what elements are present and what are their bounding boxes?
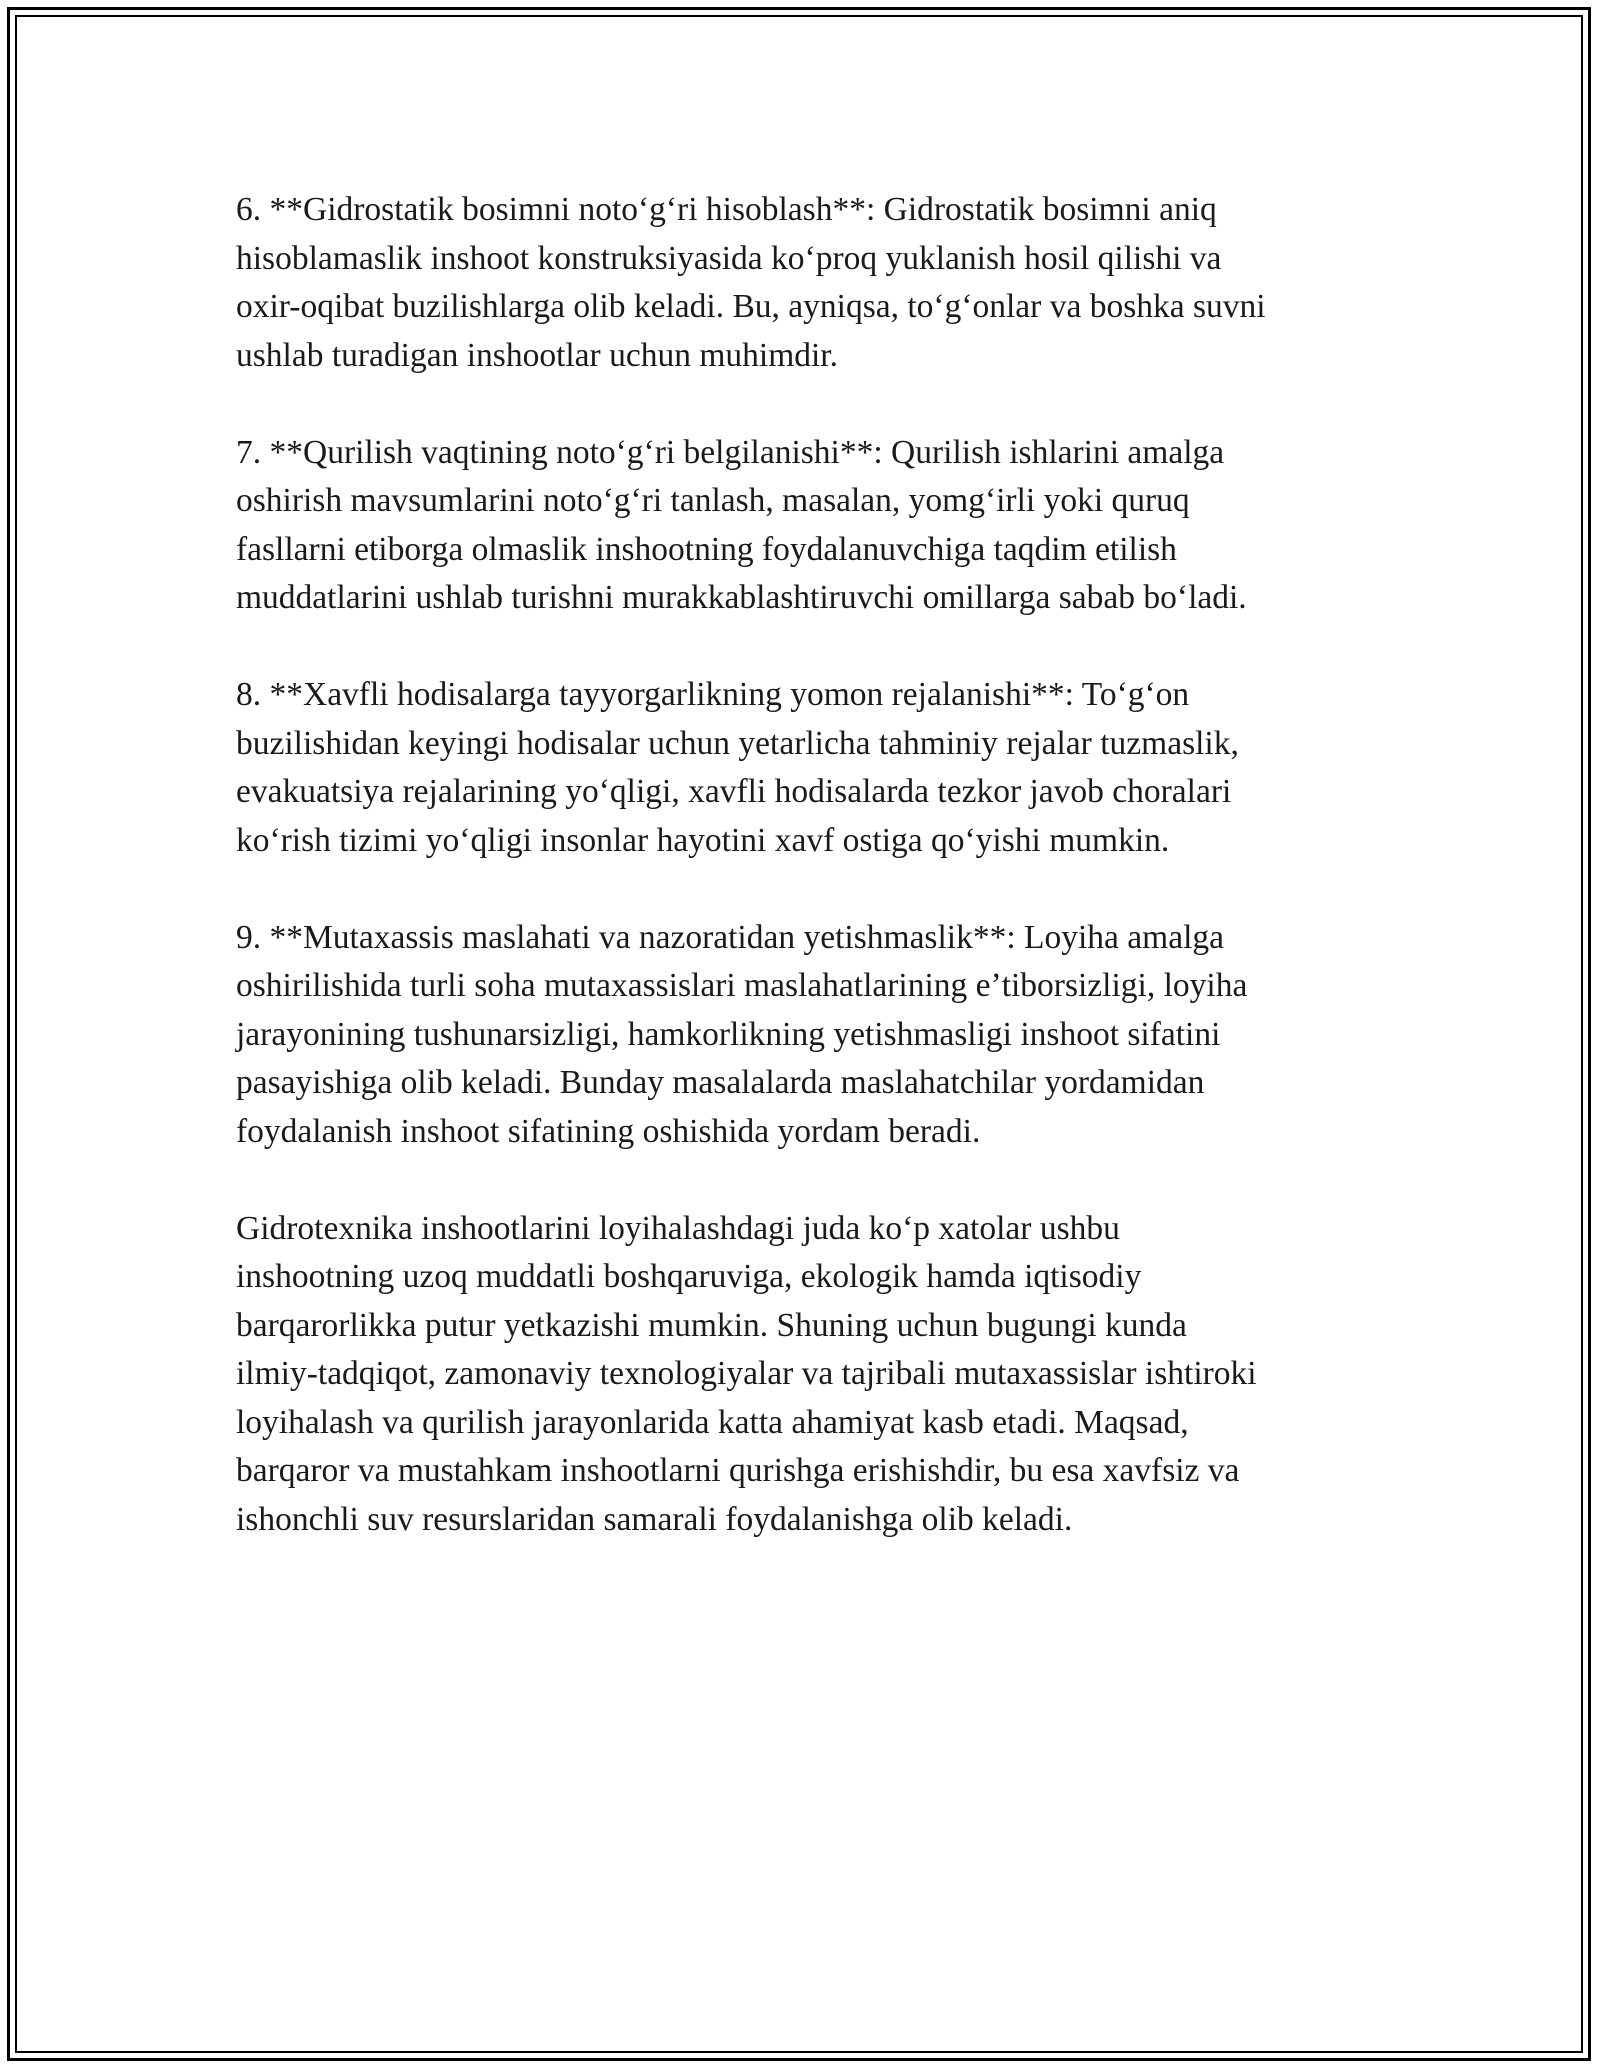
paragraph-item-9: 9. **Mutaxassis maslahati va nazoratidan yetishmaslik**: Loyiha amalga oshirilishida turli soha mutaxassislari maslahatlarining eʼtiborsizligi, loyiha jarayonining tushunarsizligi, hamkorlikning yetishmasligi inshoot sifatini pasayishiga olib keladi. Bunday masalalarda maslahatchilar yordamidan foydalanish inshoot sifatining oshishida yordam beradi. [236, 918, 1248, 1150]
paragraph-item-8: 8. **Xavfli hodisalarga tayyorgarlikning yomon rejalanishi**: To‘g‘on buzilishidan keyingi hodisalar uchun yetarlicha tahminiy rejalar tuzmaslik, evakuatsiya rejalarining yo‘qligi, xavfli hodisalarda tezkor javob choralari ko‘rish tizimi yo‘qligi insonlar hayotini xavf ostiga qo‘yishi mumkin. [236, 676, 1239, 859]
paragraph-item-7: 7. **Qurilish vaqtining noto‘g‘ri belgilanishi**: Qurilish ishlarini amalga oshirish mavsumlarini noto‘g‘ri tanlash, masalan, yomg‘irli yoki quruq fasllarni etiborga olmaslik inshootning foydalanuvchiga taqdim etilish muddatlarini ushlab turishni murakkablashtiruvchi omillarga sabab bo‘ladi. [236, 433, 1247, 616]
paragraph-item-6: 6. **Gidrostatik bosimni noto‘g‘ri hisoblash**: Gidrostatik bosimni aniq hisoblamaslik inshoot konstruksiyasida ko‘proq yuklanish hosil qilishi va oxir-oqibat buzilishlarga olib keladi. Bu, ayniqsa, to‘g‘onlar va boshka suvni ushlab turadigan inshootlar uchun muhimdir. [236, 191, 1266, 374]
document-body [236, 186, 1376, 1544]
paragraph-conclusion: Gidrotexnika inshootlarini loyihalashdagi juda ko‘p xatolar ushbu inshootning uzoq muddatli boshqaruviga, ekologik hamda iqtisodiy barqarorlikka putur yetkazishi mumkin. Shuning uchun bugungi kunda ilmiy-tadqiqot, zamonaviy texnologiyalar va tajribali mutaxassislar ishtiroki loyihalash va qurilish jarayonlarida katta ahamiyat kasb etadi. Maqsad, barqaror va mustahkam inshootlarni qurishga erishishdir, bu esa xavfsiz va ishonchli suv resurslaridan samarali foydalanishga olib keladi. [236, 1209, 1257, 1538]
